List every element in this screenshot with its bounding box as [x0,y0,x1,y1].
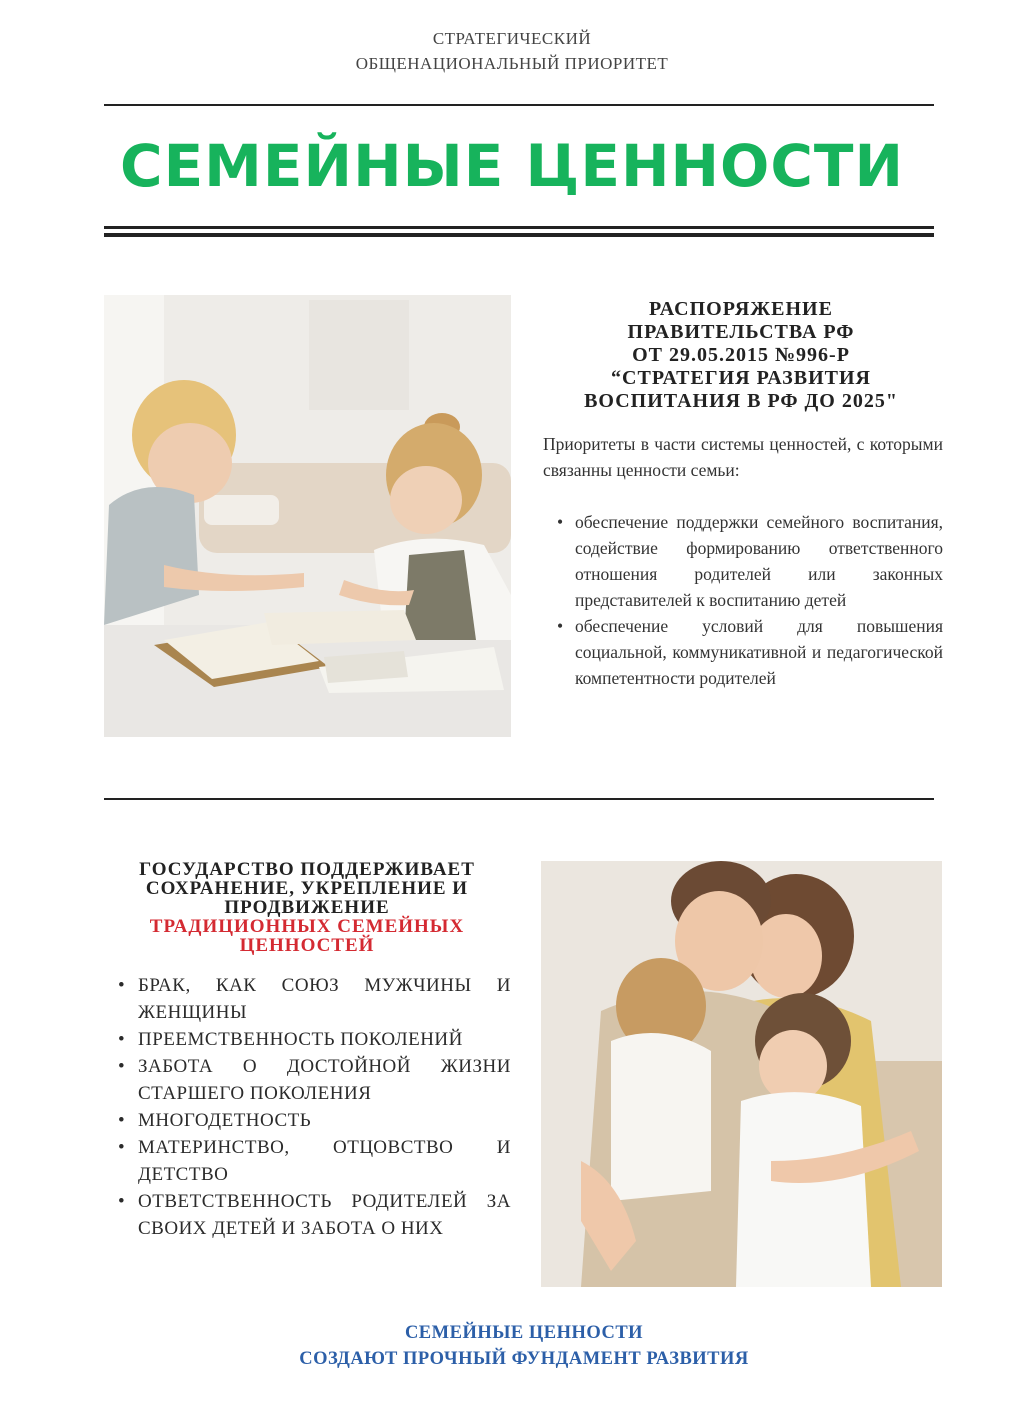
footer-line-1: СЕМЕЙНЫЕ ЦЕННОСТИ [404,1323,644,1343]
bullet-icon: • [118,1056,126,1077]
footer-slogan [0,1320,1024,1372]
bullet-icon: • [557,512,564,532]
family-values-list [116,972,511,1242]
decree-title-line: РАСПОРЯЖЕНИЕ [649,298,833,320]
state-title-line: ПРОДВИЖЕНИЕ [224,897,390,918]
state-title-highlight: ЦЕННОСТЕЙ [239,935,375,956]
state-support-title [100,860,514,955]
list-item-text: ОТВЕТСТВЕННОСТЬ РОДИТЕЛЕЙ ЗА СВОИХ ДЕТЕЙ И ЗАБОТА О НИХ [138,1191,511,1239]
footer-line-2: СОЗДАЮТ ПРОЧНЫЙ ФУНДАМЕНТ РАЗВИТИЯ [299,1349,749,1369]
state-title-line: ГОСУДАРСТВО ПОДДЕРЖИВАЕТ [139,859,475,880]
bullet-icon: • [118,1191,126,1212]
kicker-line-1: СТРАТЕГИЧЕСКИЙ [432,29,592,48]
kicker [0,26,1024,76]
list-item-text: МНОГОДЕТНОСТЬ [138,1110,312,1131]
kicker-line-2: ОБЩЕНАЦИОНАЛЬНЫЙ ПРИОРИТЕТ [355,54,669,73]
decree-priority-list [553,509,943,691]
list-item [116,972,511,1026]
title-divider-thick [104,233,934,237]
list-item [116,1188,511,1242]
decree-intro: Приоритеты в части системы ценностей, с которыми связанны ценности семьи: [543,434,943,480]
list-item-text: ПРЕЕМСТВЕННОСТЬ ПОКОЛЕНИЙ [138,1029,463,1050]
list-item-text: обеспечение поддержки семейного воспитания, содействие формированию ответственного отношения родителей или законных представителей к воспитанию детей [575,512,943,610]
decree-title-line: ВОСПИТАНИЯ В РФ ДО 2025" [584,390,898,412]
state-title-highlight: ТРАДИЦИОННЫХ СЕМЕЙНЫХ [149,916,465,937]
family-hug-photo [541,861,942,1287]
list-item-text: обеспечение условий для повышения социальной, коммуникативной и педагогической компетентности родителей [575,616,943,688]
list-item-text: МАТЕРИНСТВО, ОТЦОВСТВО И ДЕТСТВО [138,1137,511,1185]
decree-title [534,298,948,413]
list-item [553,509,943,613]
list-item [116,1107,511,1134]
list-item [116,1134,511,1188]
bullet-icon: • [557,616,564,636]
list-item [553,613,943,691]
decree-title-line: ПРАВИТЕЛЬСТВА РФ [627,321,855,343]
bullet-icon: • [118,1029,126,1050]
bullet-icon: • [118,975,126,996]
children-reading-photo [104,295,511,737]
bullet-icon: • [118,1137,126,1158]
top-divider [104,104,934,106]
state-title-line: СОХРАНЕНИЕ, УКРЕПЛЕНИЕ И [145,878,469,899]
decree-title-line: ОТ 29.05.2015 №996-Р [632,344,850,366]
section-divider [104,798,934,800]
bullet-icon: • [118,1110,126,1131]
title-divider-thin [104,226,934,229]
decree-title-line: “СТРАТЕГИЯ РАЗВИТИЯ [611,367,871,389]
page-title: СЕМЕЙНЫЕ ЦЕННОСТИ [120,132,904,200]
list-item [116,1026,511,1053]
list-item-text: ЗАБОТА О ДОСТОЙНОЙ ЖИЗНИ СТАРШЕГО ПОКОЛЕНИЯ [138,1056,511,1104]
list-item [116,1053,511,1107]
list-item-text: БРАК, КАК СОЮЗ МУЖЧИНЫ И ЖЕНЩИНЫ [138,975,511,1023]
